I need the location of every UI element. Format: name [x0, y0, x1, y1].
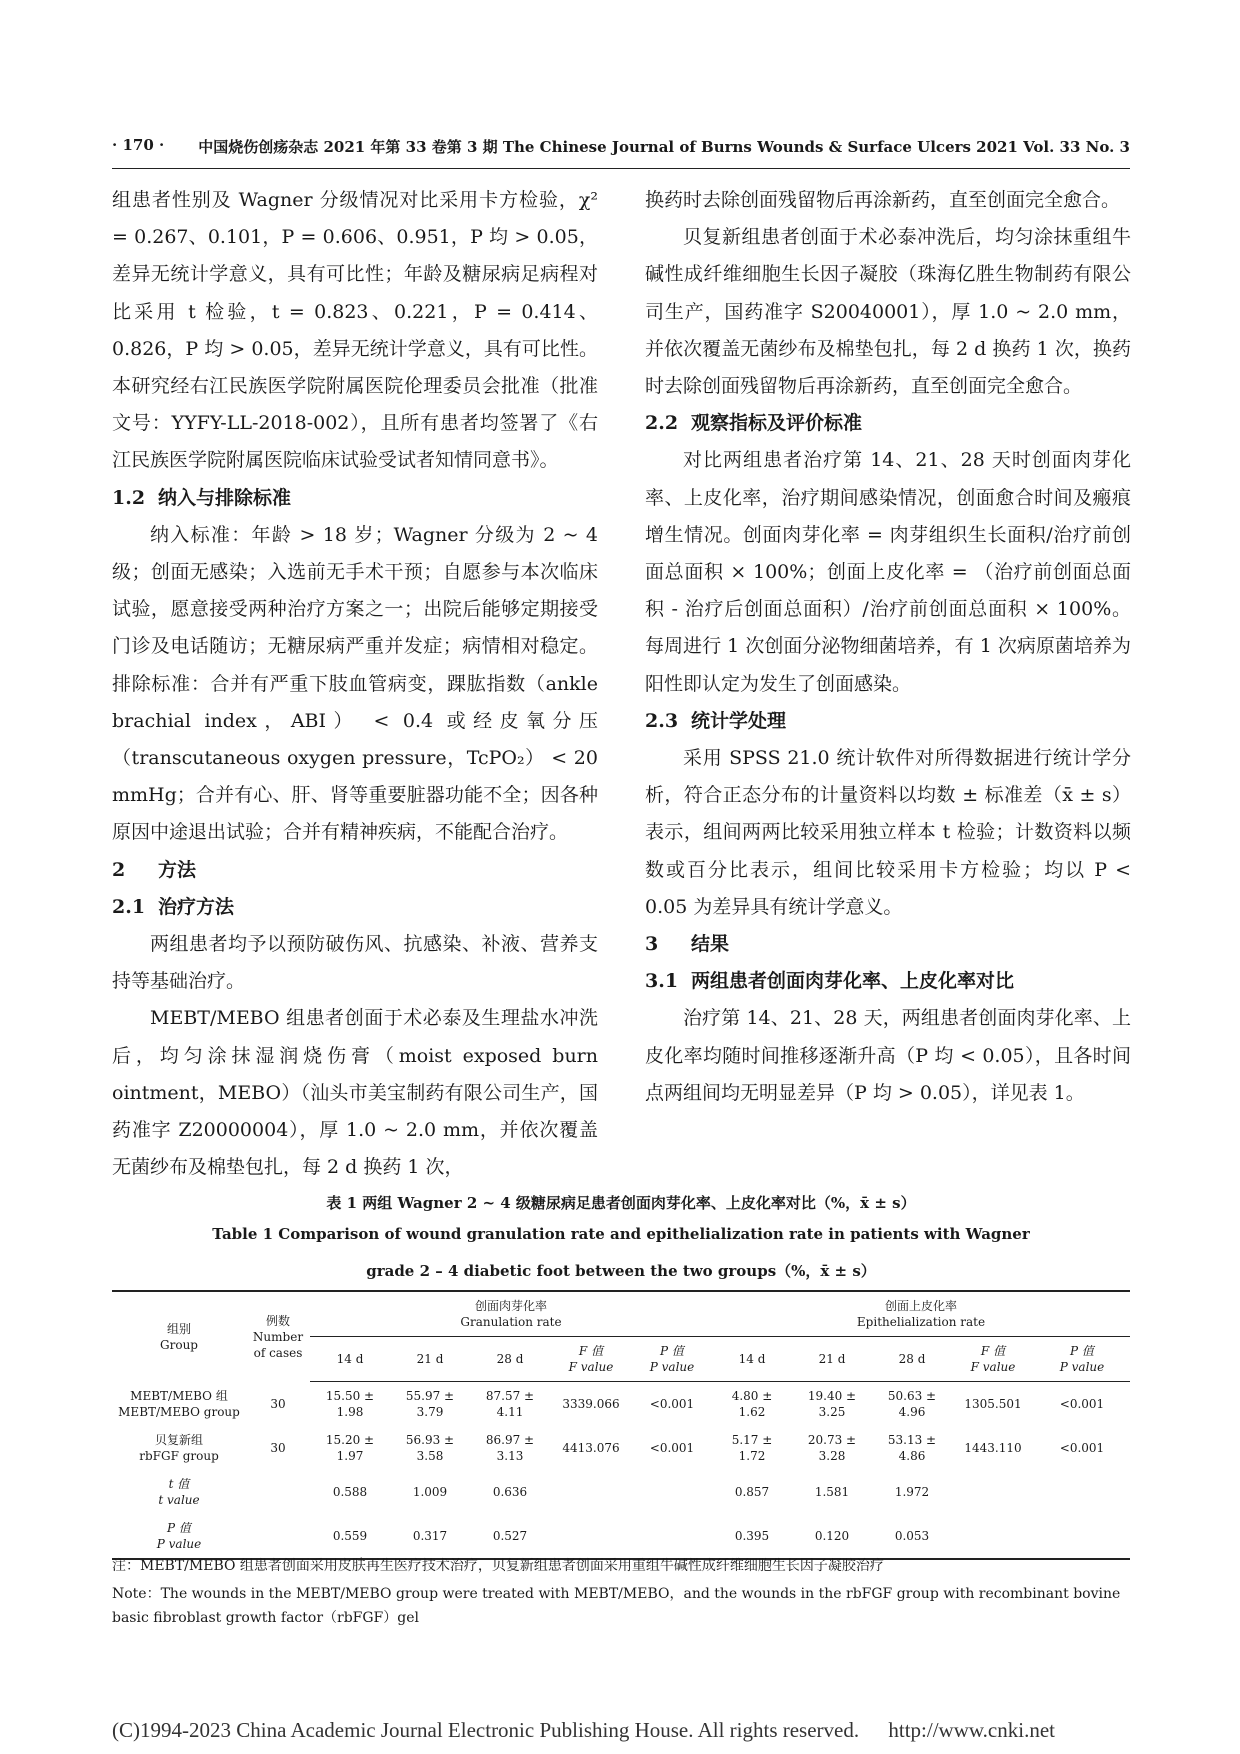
paragraph: 治疗第 14、21、28 天，两组患者创面肉芽化率、上皮化率均随时间推移逐渐升高（P 均 < 0.05），且各时间点两组间均无明显差异（P 均 > 0.05），详见表 1。 [645, 1007, 1131, 1104]
cell [1034, 1470, 1130, 1514]
paragraph: 两组患者均予以预防破伤风、抗感染、补液、营养支持等基础治疗。 [112, 933, 598, 993]
header-rule [112, 168, 1130, 169]
header-14d: 14 d [712, 1337, 792, 1382]
row-label: P 值 P value [112, 1514, 246, 1559]
cell: 0.559 [310, 1514, 390, 1559]
cell: 1.972 [894, 1485, 930, 1499]
header-granulation: 创面肉芽化率 Granulation rate [310, 1291, 712, 1337]
cell: 20.73 ± 3.28 [807, 1433, 857, 1463]
cell: 4413.076 [562, 1441, 620, 1455]
table-caption-en: Table 1 Comparison of wound granulation rate and epithelialization rate in patients with Wagner [212, 1225, 1030, 1243]
header-21d: 21 d [390, 1337, 470, 1382]
row-label: 贝复新组 rbFGF group [139, 1433, 219, 1463]
cell: 1.581 [814, 1485, 850, 1499]
cell: 87.57 ± 4.11 [485, 1389, 535, 1419]
section-heading: 2.3 统计学处理 [645, 709, 787, 732]
header-p-value: P 值 P value [1034, 1337, 1130, 1382]
cell [952, 1470, 1034, 1514]
left-column [112, 182, 598, 1186]
cell: <0.001 [1059, 1441, 1105, 1455]
cell: <0.001 [649, 1441, 695, 1455]
paragraph: 组患者性别及 Wagner 分级情况对比采用卡方检验，χ² = 0.267、0.101，P = 0.606、0.951，P 均 > 0.05，差异无统计学意义，具有可比性；年龄及糖尿病足病程对比采用 t 检验，t = 0.823、0.221，P = 0.414、0.826，P 均 > 0.05，差异无统计学意义，具有可比性。本研究经右江民族医学院附属医院伦理委员会批准（批准文号：YYFY-LL-2018-002），且所有患者均签署了《右江民族医学院附属医院临床试验受试者知情同意书》。 [112, 189, 598, 472]
section-heading: 2.2 观察指标及评价标准 [645, 412, 863, 435]
cell: 30 [270, 1396, 286, 1411]
cell: 55.97 ± 3.79 [405, 1389, 455, 1419]
cell [632, 1470, 712, 1514]
results-table [112, 1290, 1130, 1560]
paragraph: 贝复新组患者创面于术必泰冲洗后，均匀涂抹重组牛碱性成纤维细胞生长因子凝胶（珠海亿胜生物制药有限公司生产，国药准字 S20040001），厚 1.0 ~ 2.0 mm，并依次覆盖无菌纱布及棉垫包扎，每 2 d 换药 1 次，换药时去除创面残留物后再涂新药，直至创面完全愈合。 [645, 226, 1131, 398]
row-label: t 值 t value [158, 1477, 200, 1507]
table-row [112, 1470, 1130, 1514]
header-28d: 28 d [470, 1337, 550, 1382]
cell: 1443.110 [964, 1441, 1022, 1455]
cell: 30 [270, 1441, 286, 1455]
header-group: 组别 Group [112, 1291, 246, 1382]
table-row [112, 1514, 1130, 1559]
section-heading: 3.1 两组患者创面肉芽化率、上皮化率对比 [645, 970, 1015, 993]
table-note-en: Note：The wounds in the MEBT/MEBO group were treated with MEBT/MEBO，and the wounds in the rbFGF group with recombinant bovine basic fibroblast growth factor（rbFGF）gel [112, 1586, 1121, 1626]
cell: 15.50 ± 1.98 [325, 1389, 375, 1419]
row-label: MEBT/MEBO 组 MEBT/MEBO group [118, 1388, 240, 1419]
cell [1034, 1514, 1130, 1559]
cell: 86.97 ± 3.13 [485, 1433, 535, 1463]
header-epithelialization: 创面上皮化率 Epithelialization rate [712, 1291, 1130, 1337]
copyright-footer [112, 1718, 1130, 1743]
cell: <0.001 [649, 1397, 695, 1411]
cell [550, 1470, 632, 1514]
header-p-value: P 值 P value [632, 1337, 712, 1382]
paragraph: MEBT/MEBO 组患者创面于术必泰及生理盐水冲洗后，均匀涂抹湿润烧伤膏（moist exposed burn ointment，MEBO）（汕头市美宝制药有限公司生产，国药准字 Z20000004），厚 1.0 ~ 2.0 mm，并依次覆盖无菌纱布及棉垫包扎，每 2 d 换药 1 次， [112, 1007, 598, 1179]
header-cases: 例数 Number of cases [246, 1291, 310, 1382]
cell: 0.120 [792, 1514, 872, 1559]
cell: 0.636 [492, 1485, 528, 1499]
right-column [645, 182, 1131, 1112]
cell: 19.40 ± 3.25 [807, 1389, 857, 1419]
cell [952, 1514, 1034, 1559]
table-note-cn: 注：MEBT/MEBO 组患者创面采用皮肤再生医疗技术治疗，贝复新组患者创面采用重组牛碱性成纤维细胞生长因子凝胶治疗 [112, 1558, 884, 1574]
cell: 50.63 ± 4.96 [887, 1389, 937, 1419]
cell [550, 1514, 632, 1559]
cell: 0.527 [470, 1514, 550, 1559]
cell: 3339.066 [562, 1397, 620, 1411]
cell: 4.80 ± 1.62 [731, 1389, 773, 1419]
page-number: · 170 · [112, 136, 165, 154]
cell: <0.001 [1059, 1397, 1105, 1411]
cell: 0.588 [332, 1485, 368, 1499]
paragraph: 换药时去除创面残留物后再涂新药，直至创面完全愈合。 [645, 189, 1121, 211]
paragraph: 纳入标准：年龄 > 18 岁；Wagner 分级为 2 ~ 4 级；创面无感染；入选前无手术干预；自愿参与本次临床试验，愿意接受两种治疗方案之一；出院后能够定期接受门诊及电话随访；无糖尿病严重并发症；病情相对稳定。排除标准：合并有严重下肢血管病变，踝肱指数（ankle brachial index，ABI） < 0.4 或经皮氧分压（transcutaneous oxygen pressure，TcPO₂） < 20 mmHg；合并有心、肝、肾等重要脏器功能不全；因各种原因中途退出试验；合并有精神疾病，不能配合治疗。 [112, 523, 598, 844]
cell: 1305.501 [964, 1397, 1022, 1411]
cell: 15.20 ± 1.97 [325, 1433, 375, 1463]
cell: 0.395 [712, 1514, 792, 1559]
copyright-text: (C)1994-2023 China Academic Journal Electronic Publishing House. All rights reserved. [112, 1718, 860, 1742]
cell [632, 1514, 712, 1559]
journal-citation: 中国烧伤创疡杂志 2021 年第 33 卷第 3 期 The Chinese Journal of Burns Wounds & Surface Ulcers 2021 Vol. 33 No. 3 [198, 138, 1130, 156]
header-14d: 14 d [310, 1337, 390, 1382]
cell: 56.93 ± 3.58 [405, 1433, 455, 1463]
section-heading: 3 结果 [645, 933, 730, 956]
header-28d: 28 d [872, 1337, 952, 1382]
section-heading: 2 方法 [112, 858, 197, 881]
paragraph: 采用 SPSS 21.0 统计软件对所得数据进行统计学分析，符合正态分布的计量资料以均数 ± 标准差（x̄ ± s）表示，组间两两比较采用独立样本 t 检验；计数资料以频数或百分比表示，组间比较采用卡方检验；均以 P < 0.05 为差异具有统计学意义。 [645, 747, 1131, 918]
section-heading: 1.2 纳入与排除标准 [112, 486, 292, 509]
cell: 0.053 [872, 1514, 952, 1559]
header-f-value: F 值 F value [952, 1337, 1034, 1382]
cell [246, 1470, 310, 1514]
header-f-value: F 值 F value [550, 1337, 632, 1382]
table-caption-en-continued: grade 2 – 4 diabetic foot between the two groups（%，x̄ ± s） [366, 1262, 876, 1280]
paragraph: 对比两组患者治疗第 14、21、28 天时创面肉芽化率、上皮化率，治疗期间感染情况，创面愈合时间及瘢痕增生情况。创面肉芽化率 = 肉芽组织生长面积/治疗前创面总面积 × 100%；创面上皮化率 = （治疗前创面总面积 - 治疗后创面总面积）/治疗前创面总面积 × 100%。每周进行 1 次创面分泌物细菌培养，有 1 次病原菌培养为阳性即认定为发生了创面感染。 [645, 449, 1131, 695]
cell: 53.13 ± 4.86 [887, 1433, 937, 1463]
table-row [112, 1426, 1130, 1470]
table-row [112, 1382, 1130, 1427]
cell [246, 1514, 310, 1559]
footer-link[interactable]: http://www.cnki.net [888, 1718, 1055, 1742]
cell: 0.317 [390, 1514, 470, 1559]
cell: 5.17 ± 1.72 [731, 1433, 773, 1463]
table-caption-cn: 表 1 两组 Wagner 2 ~ 4 级糖尿病足患者创面肉芽化率、上皮化率对比（%，x̄ ± s） [326, 1194, 916, 1212]
cell: 0.857 [734, 1485, 770, 1499]
header-21d: 21 d [792, 1337, 872, 1382]
section-heading: 2.1 治疗方法 [112, 895, 235, 918]
cell: 1.009 [412, 1485, 448, 1499]
